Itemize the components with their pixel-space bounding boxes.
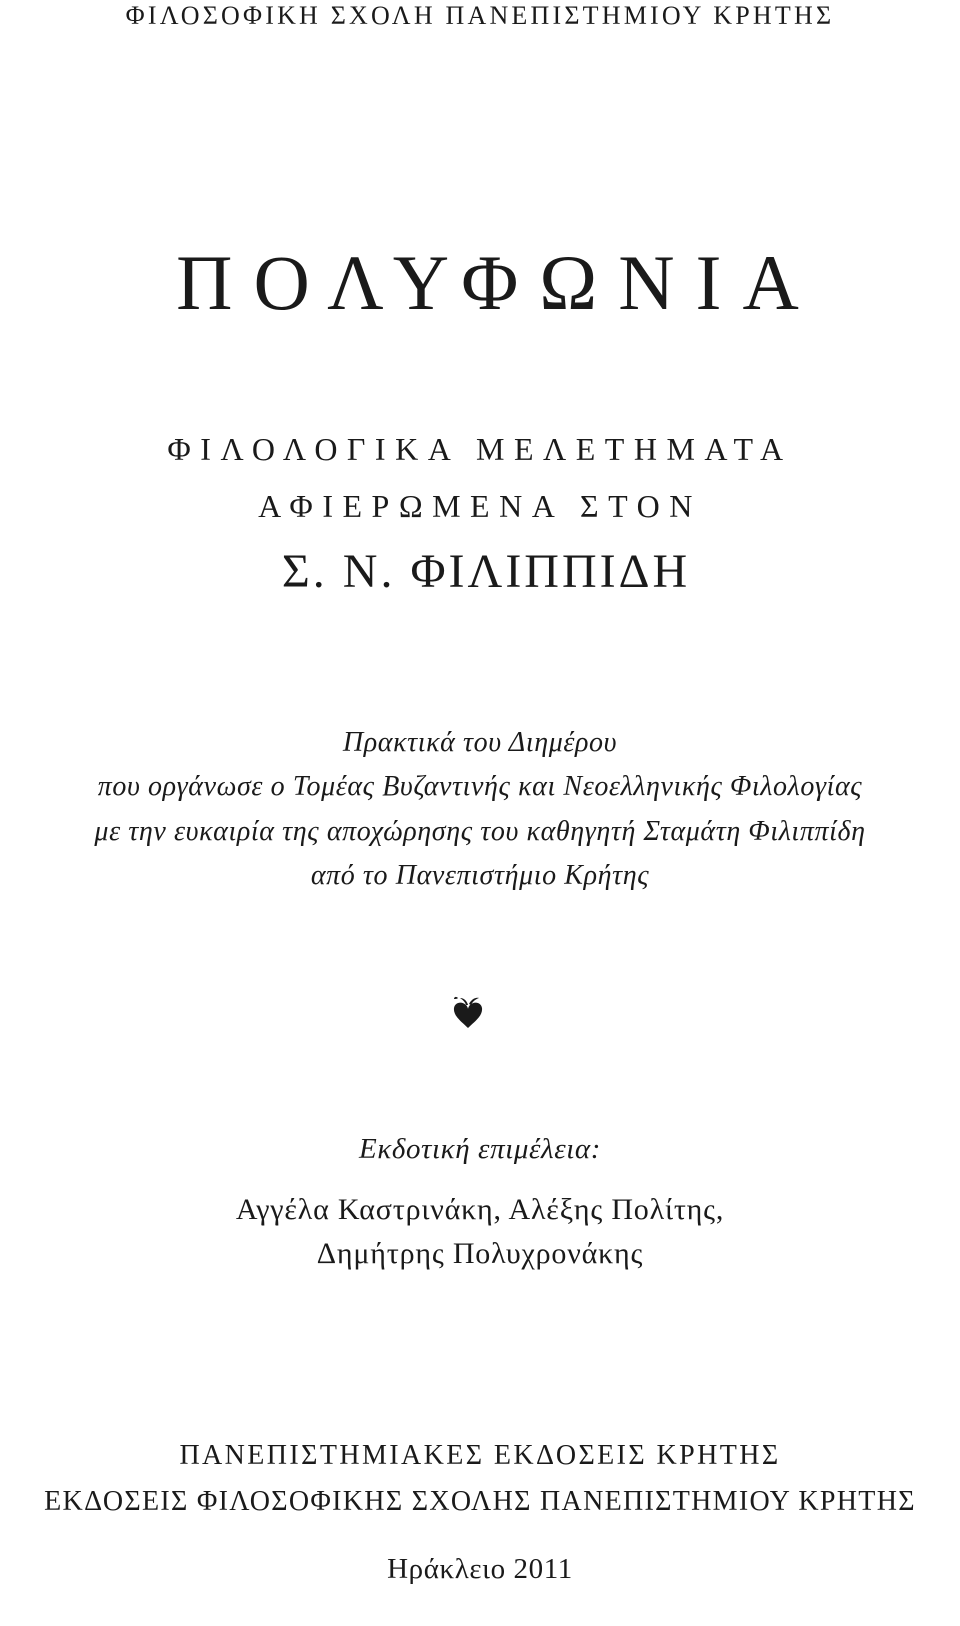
institution-header: ΦΙΛΟΣΟΦΙΚΗ ΣΧΟΛΗ ΠΑΝΕΠΙΣΤΗΜΙΟΥ ΚΡΗΤΗΣ (125, 1, 835, 30)
honoree-name: Σ. Ν. ΦΙΛΙΠΠΙΔΗ (281, 545, 691, 598)
fleuron-heart-icon (450, 995, 486, 1031)
editors-label: Εκδοτική επιμέλεια: (359, 1133, 601, 1165)
publisher-line-2: ΕΚΔΟΣΕΙΣ ΦΙΛΟΣΟΦΙΚΗΣ ΣΧΟΛΗΣ ΠΑΝΕΠΙΣΤΗΜΙΟΥ ΚΡΗΤΗΣ (44, 1486, 916, 1517)
proceedings-line-4: από το Πανεπιστήμιο Κρήτης (310, 860, 650, 891)
place-and-year: Ηράκλειο 2011 (387, 1553, 573, 1585)
editors-names-line-1: Αγγέλα Καστρινάκη, Αλέξης Πολίτης, (235, 1193, 725, 1226)
subtitle-line-1: ΦΙΛΟΛΟΓΙΚΑ ΜΕΛΕΤΗΜΑΤΑ (167, 431, 793, 467)
proceedings-line-1: Πρακτικά του Διημέρου (342, 727, 618, 758)
publisher-line-1: ΠΑΝΕΠΙΣΤΗΜΙΑΚΕΣ ΕΚΔΟΣΕΙΣ ΚΡΗΤΗΣ (179, 1440, 781, 1471)
proceedings-line-2: που οργάνωσε ο Τομέας Βυζαντινής και Νεοελληνικής Φιλολογίας (97, 771, 863, 802)
book-title: ΠΟΛΥΦΩΝΙΑ (176, 239, 820, 326)
proceedings-line-3: με την ευκαιρία της αποχώρησης του καθηγητή Σταμάτη Φιλιππίδη (94, 816, 866, 847)
editors-names-line-2: Δημήτρης Πολυχρονάκης (316, 1237, 644, 1270)
subtitle-line-2: ΑΦΙΕΡΩΜΕΝΑ ΣΤΟΝ (258, 488, 702, 524)
